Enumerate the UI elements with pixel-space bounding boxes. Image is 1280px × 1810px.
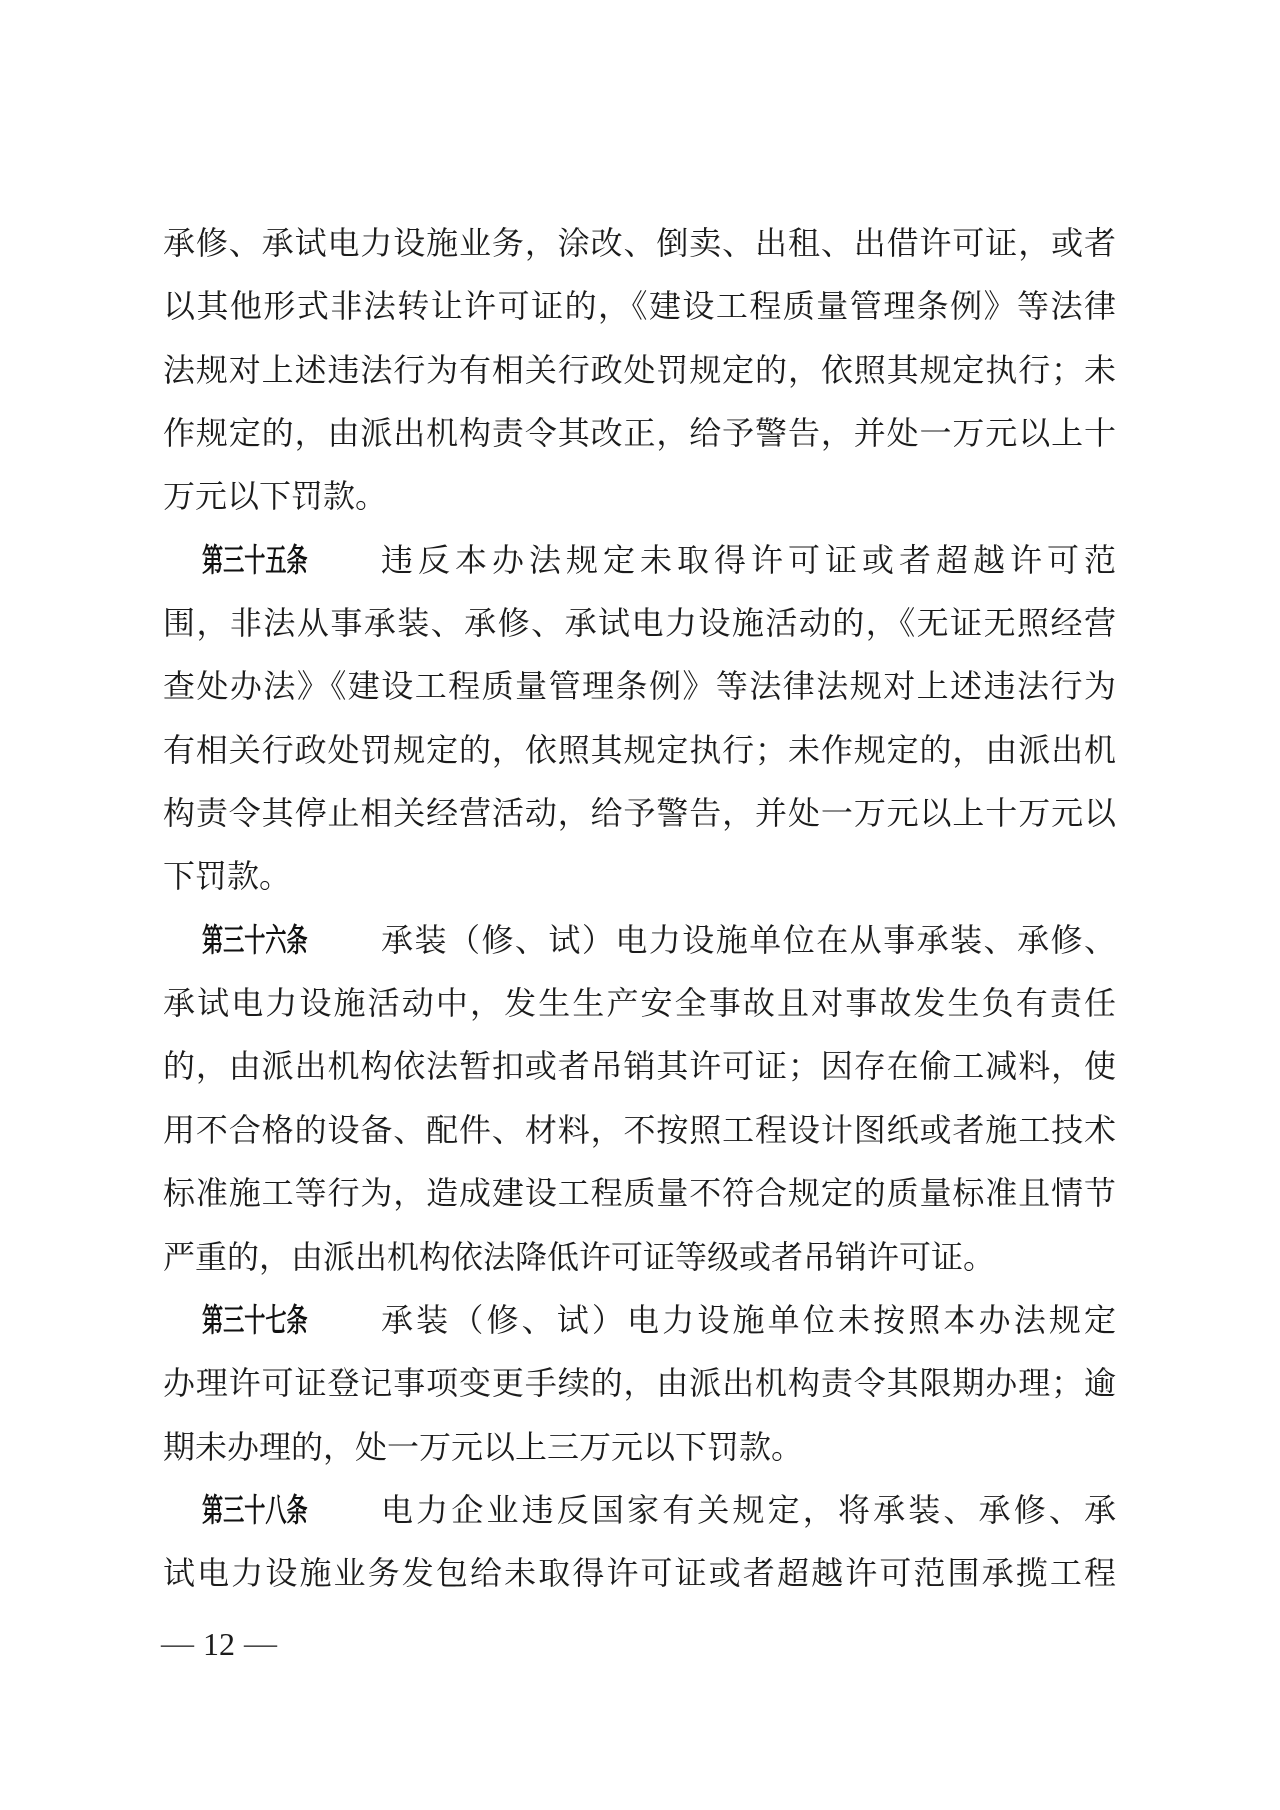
text-line: 有相关行政处罚规定的，依照其规定执行；未作规定的，由派出机 (163, 731, 1116, 768)
text-line: 用不合格的设备、配件、材料，不按照工程设计图纸或者施工技术 (163, 1111, 1116, 1148)
article-first-line-text: 电力企业违反国家有关规定，将承装、承修、承 (381, 1491, 1116, 1528)
text-line (163, 1289, 1116, 1352)
page-number: 12 (203, 1626, 235, 1662)
text-line: 围，非法从事承装、承修、承试电力设施活动的，《无证无照经营 (163, 605, 1116, 642)
text-line: 以其他形式非法转让许可证的，《建设工程质量管理条例》等法律 (163, 288, 1116, 325)
text-line: 承修、承试电力设施业务，涂改、倒卖、出租、出借许可证，或者 (163, 225, 1116, 261)
article-number: 第三十六条 (202, 921, 308, 958)
text-line: 作规定的，由派出机构责令其改正，给予警告，并处一万元以上十 (163, 415, 1116, 452)
article-37-paragraph (163, 1289, 1116, 1479)
article-number: 第三十八条 (202, 1491, 308, 1528)
article-38-paragraph (163, 1479, 1116, 1606)
article-first-line-text: 承装（修、试）电力设施单位在从事承装、承修、 (381, 921, 1116, 958)
footer-dash-left: — (161, 1626, 194, 1662)
text-line (163, 909, 1116, 972)
article-first-line-text: 违反本办法规定未取得许可证或者超越许可范 (381, 541, 1116, 578)
footer-dash-right: — (244, 1626, 277, 1662)
document-body (163, 212, 1116, 1606)
text-line: 万元以下罚款。 (163, 478, 388, 515)
article-first-line-text: 承装（修、试）电力设施单位未按照本办法规定 (381, 1301, 1116, 1338)
page-footer (161, 1622, 277, 1666)
article-number: 第三十七条 (202, 1301, 308, 1338)
article-35-paragraph (163, 529, 1116, 909)
text-line: 试电力设施业务发包给未取得许可证或者超越许可范围承揽工程 (163, 1555, 1116, 1592)
text-line: 承试电力设施活动中，发生生产安全事故且对事故发生负有责任 (163, 985, 1116, 1022)
text-line: 法规对上述违法行为有相关行政处罚规定的，依照其规定执行；未 (163, 351, 1116, 388)
text-line: 下罚款。 (163, 858, 292, 895)
article-number: 第三十五条 (202, 541, 308, 578)
text-line: 查处办法》《建设工程质量管理条例》等法律法规对上述违法行为 (163, 668, 1116, 705)
article-36-paragraph (163, 909, 1116, 1289)
text-line: 标准施工等行为，造成建设工程质量不符合规定的质量标准且情节 (163, 1175, 1116, 1212)
text-line: 办理许可证登记事项变更手续的，由派出机构责令其限期办理；逾 (163, 1365, 1116, 1402)
text-line (163, 1479, 1116, 1542)
text-line: 构责令其停止相关经营活动，给予警告，并处一万元以上十万元以 (163, 795, 1116, 832)
text-line: 的，由派出机构依法暂扣或者吊销其许可证；因存在偷工减料，使 (163, 1048, 1116, 1085)
text-line: 期未办理的，处一万元以上三万元以下罚款。 (163, 1428, 804, 1465)
text-line (163, 529, 1116, 592)
paragraph-continuation (163, 212, 1116, 529)
text-line: 严重的，由派出机构依法降低许可证等级或者吊销许可证。 (163, 1238, 996, 1275)
